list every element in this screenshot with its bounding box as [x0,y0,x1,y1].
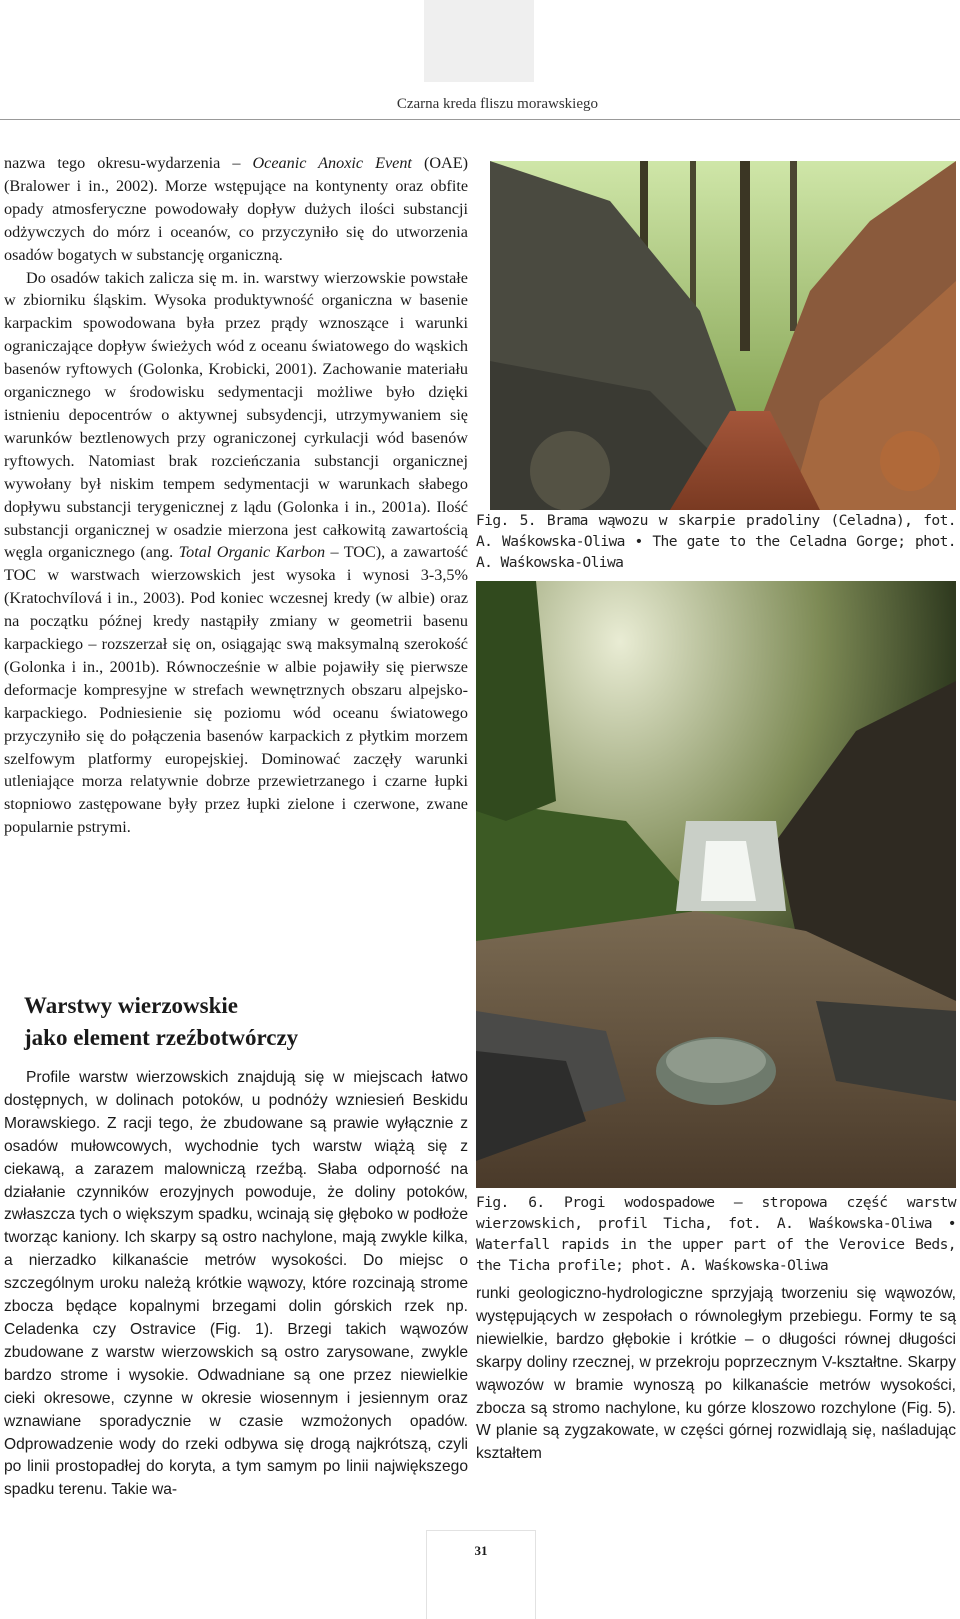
section-paragraph: Profile warstw wierzowskich znajdują się w miejscach łatwo dostępnych, w dolinach potoków, u podnóży wzniesień Beskidu Morawskiego. Z racji tego, że zbudowane są prawie wyłącznie z osadów mułowcowych, wychodnie tych warstw wiążą się z ciekawą, a zarazem malowniczą rzeźbą. Słaba odporność na działanie czynników erozyjnych powoduje, że doliny potoków, zwłaszcza tych o większym spadku, wcinają się głęboko w podłoże tworząc kaniony. Ich skarpy są ostro nachylone, mają zwykle kilka, a nierzadko kilkanaście metrów wysokości. Do miejsc o szczególnym uroku należą krótkie wąwozy, które rozcinają strome zbocza będące kopalnymi brzegami dolin górskich rzek np. Celadenka czy Ostravice (Fig. 1). Brzegi takich wąwozów zbudowane z warstw wierzowskich są ostro zarysowane, zwykle bardzo strome i wysokie. Odwadniane są one przez niewielkie cieki okresowe, czynne w okresie wiosennym i jesiennym oraz wznawiane sporadycznie w czasie wzmożonych opadów. Odprowadzenie wody do rzeki odbywa się drogą najkrótszą, czyli po linii prostopadłej do koryta, a tym samym po linii największego spadku terenu. Takie wa- [4,1069,468,1499]
header-rule [0,119,960,120]
page-number: 31 [474,1543,488,1558]
right-column-text [476,1283,956,1466]
text-run: nazwa tego okresu-wydarzenia – [4,154,253,172]
top-tab-decoration [424,0,534,82]
footer-folio-box [426,1530,536,1619]
italic-term: Oceanic Anoxic Event [252,154,412,172]
text-run: Do osadów takich zalicza się m. in. warstwy wierzowskie powstałe w zbiorniku śląskim. Wysoka produktywność organiczna w basenie karpackim spowodowana była przez prądy wznoszące i warunki ograniczające dopływ świeżych wód z oceanu światowego do wąskich basenów ryftowych (Golonka, Krobicki, 2001). Zachowanie materiału organicznego w środowisku sedymentacji możliwe było dzięki istnieniu depocentrów o aktywnej subsydencji, utrzymywaniem się warunków beztlenowych przy ograniczonej cyrkulacji wód basenów ryftowych. Natomiast brak rozcieńczania substancji organicznej wywołany był niskim tempem sedymentacji w warunkach słabego dopływu substancji terygenicznej z lądu (Golonka i in., 2001a). Ilość substancji organicznej w osadzie mierzona jest całkowitą zawartością węgla organicznego (ang. [4,268,468,562]
waterfall-illustration [476,581,956,1188]
fig6-caption: Fig. 6. Progi wodospadowe – stropowa część warstw wierzowskich, profil Ticha, fot. A. Waśkowska-Oliwa • Waterfall rapids in the upper part of the Verovice Beds, the Ticha profile; phot. A. Waśkowska-Oliwa [476,1194,956,1274]
running-title: Czarna kreda fliszu morawskiego [396,96,598,112]
text-run: – TOC), a zawartość TOC w warstwach wierzowskich jest wysoka i wynosi 3-3,5% (Kratochvílová i in., 2003). Pod koniec wczesnej kredy (w albie) oraz na początku późnej kredy nastąpiły zmiany w geometrii basenu karpackiego – rozszerzał się on, osiągając swą maksymalną szerokość (Golonka i in., 2001b). Równocześnie w albie pojawiły się pierwsze deformacje kompresyjne w strefach wewnętrznych obszaru alpejsko-karpackiego. Podniesienie się poziomu wód oceanu światowego przyczyniło się do połączenia basenów karpackich z płytkim morzem szelfowym platformy europejskiej. Dominować zaczęły warunki utleniające morza relatywnie dobrze przewietrzanego i czarne łupki stopniowo zastępowane były przez łupki zielone i czerwone, zwane popularnie pstrymi. [4,543,468,837]
continuation-paragraph: runki geologiczno-hydrologiczne sprzyjają tworzeniu się wąwozów, występujących w zespołach o równoległym przebiegu. Formy te są niewielkie, bardzo głębokie i krótkie – o długości równej długości skarpy doliny rzecznej, w przekroju poprzecznym V-kształtne. Skarpy wąwozów w bramie wynoszą po kilkanaście metrów wysokości, zbocza są stromo nachylone, ku górze kloszowo rozchylone (Fig. 5). W planie są zygzakowate, w części górnej rozwidlają się, naśladując kształtem [476,1285,956,1463]
fig5-caption: Fig. 5. Brama wąwozu w skarpie pradoliny (Celadna), fot. A. Waśkowska-Oliwa • The gate to the Celadna Gorge; phot. A. Waśkowska-Oliwa [476,512,956,571]
left-column-section-text [4,1067,468,1502]
text-run: (OAE) (Bralower i in., 2002). Morze wstępujące na kontynenty oraz obfite opady atmosferyczne powodowały dopływ dużych ilości substancji odżywczych do mórz i oceanów, co przyczyniło się do utworzenia osadów bogatych w substancję organiczną. [4,154,468,264]
fig5-photo-gorge [490,161,956,510]
gorge-illustration [490,161,956,510]
fig6-photo-waterfall [476,581,956,1188]
italic-term: Total Organic Karbon [178,543,326,562]
heading-line-2: jako element rzeźbotwórczy [24,1025,299,1050]
section-heading [24,990,444,1054]
paragraph-1 [4,152,468,267]
left-column-main-text [4,152,468,839]
paragraph-2 [4,267,468,840]
heading-line-1: Warstwy wierzowskie [24,993,238,1018]
